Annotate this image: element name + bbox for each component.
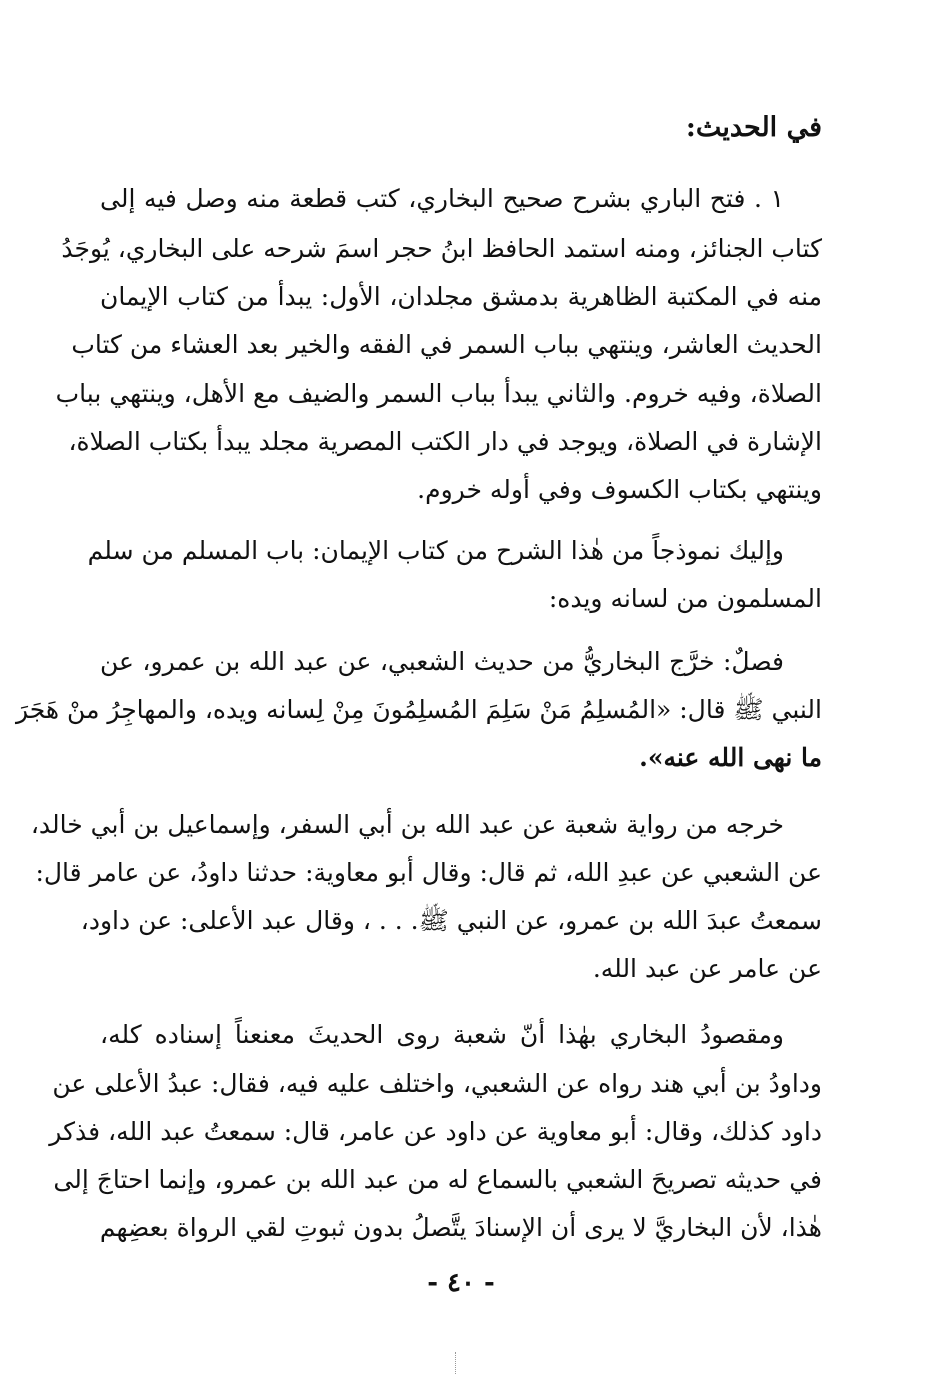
document-page — [16, 100, 822, 1340]
p2-line-2: المسلمون من لسانه ويده: — [548, 584, 822, 613]
p2-line-1: وإليك نموذجاً من هٰذا الشرح من كتاب الإيمان: باب المسلم من سلم — [87, 536, 784, 565]
page-number: - ٤٠ - — [427, 1268, 495, 1298]
p5-line-5: هٰذا، لأن البخاريَّ لا يرى أن الإسنادَ يتَّصلُ بدون ثبوتِ لقي الرواة بعضِهم — [99, 1213, 822, 1242]
p1-line-2: كتاب الجنائز، ومنه استمد الحافظ ابنُ حجر اسمَ شرحه على البخاري، يُوجَدُ — [61, 234, 822, 263]
p5-line-3: داود كذلك، وقال: أبو معاوية عن داود عن عامر، قال: سمعتُ عبد الله، فذكر — [49, 1117, 822, 1146]
p1-line-4: الحديث العاشر، وينتهي بباب السمر في الفقه والخير بعد العشاء من كتاب — [71, 330, 822, 359]
p1-line-6: الإشارة في الصلاة، ويوجد في دار الكتب المصرية مجلد يبدأ بكتاب الصلاة، — [68, 427, 822, 456]
p1-line-1: ١ . فتح الباري بشرح صحيح البخاري، كتب قطعة منه وصل فيه إلى — [100, 184, 784, 213]
p3-line-2: النبي ﷺ قال: «المُسلِمُ مَنْ سَلِمَ المُسلِمُونَ مِنْ لِسانه ويده، والمهاجِرُ منْ هَجَرَ — [16, 695, 822, 724]
p4-line-1: خرجه من رواية شعبة عن عبد الله بن أبي السفر، وإسماعيل بن أبي خالد، — [30, 810, 784, 839]
p5-line-1: ومقصودُ البخاري بهٰذا أنّ شعبة روى الحديثَ معنعناً إسناده كله، — [100, 1020, 784, 1049]
p1-line-5: الصلاة، وفيه خروم. والثاني يبدأ بباب السمر والضيف مع الأهل، وينتهي بباب — [55, 379, 822, 408]
p3-line-3: ما نهى الله عنه». — [639, 743, 822, 772]
scan-artifact — [455, 1352, 460, 1374]
p4-line-2: عن الشعبي عن عبدِ الله، ثم قال: وقال أبو معاوية: حدثنا داودُ، عن عامر قال: — [35, 858, 822, 887]
p1-line-7: وينتهي بكتاب الكسوف وفي أوله خروم. — [417, 475, 822, 504]
section-heading: في الحديث: — [685, 112, 822, 143]
p4-line-4: عن عامر عن عبد الله. — [592, 954, 822, 983]
p3-line-1: فصلٌ: خرَّج البخاريُّ من حديث الشعبي، عن عبد الله بن عمرو، عن — [100, 647, 784, 676]
p1-line-3: منه في المكتبة الظاهرية بدمشق مجلدان، الأول: يبدأ من كتاب الإيمان — [100, 282, 822, 311]
p5-line-2: وداودُ بن أبي هند رواه عن الشعبي، واختلف عليه فيه، فقال: عبدُ الأعلى عن — [52, 1069, 822, 1098]
p4-line-3: سمعتُ عبدَ الله بن عمرو، عن النبي ﷺ. . . ، وقال عبد الأعلى: عن داود، — [80, 906, 822, 935]
p5-line-4: في حديثه تصريحَ الشعبي بالسماع له من عبد الله بن عمرو، وإنما احتاجَ إلى — [53, 1165, 822, 1194]
